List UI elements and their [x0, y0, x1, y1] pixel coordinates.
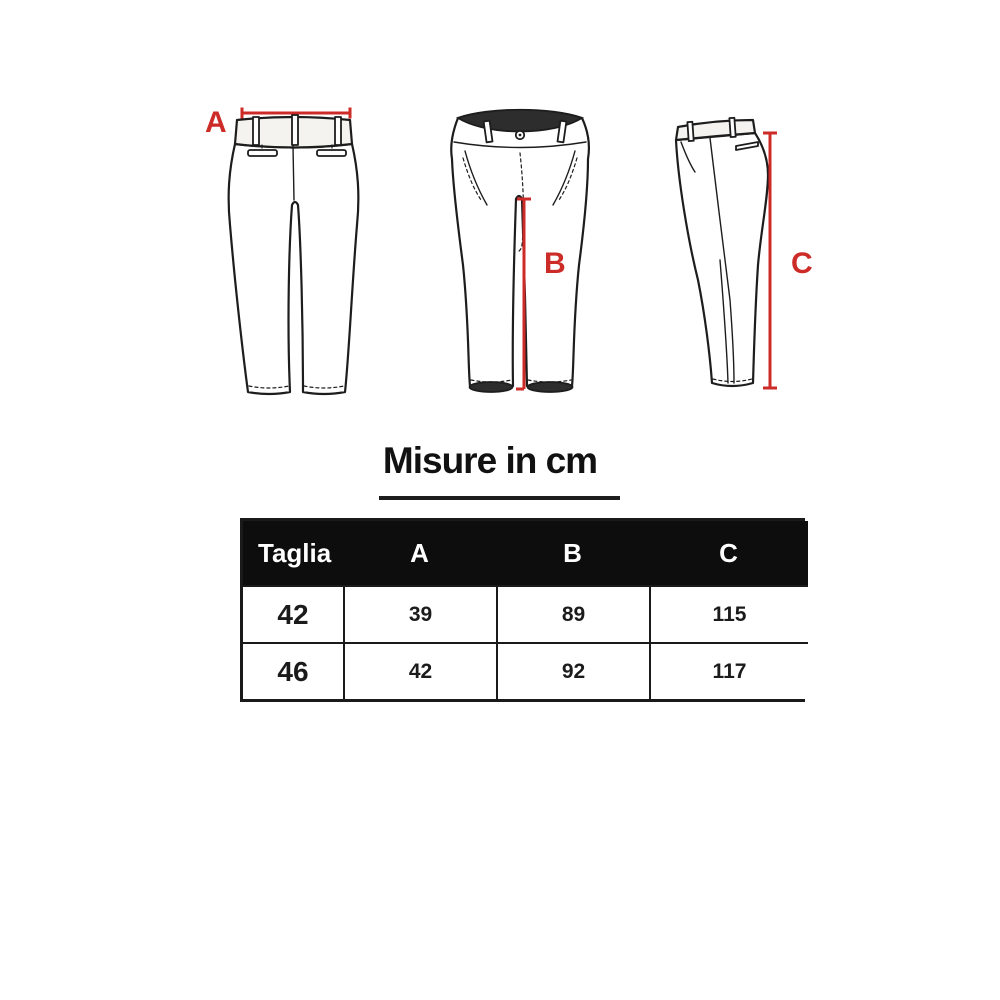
table-cell-size: 46 [243, 642, 343, 699]
table-cell-size: 42 [243, 585, 343, 642]
table-cell-b: 89 [496, 585, 649, 642]
table-cell-a: 42 [343, 642, 496, 699]
size-table [240, 518, 805, 702]
belt-loop [292, 115, 298, 145]
pants-back-view-illustration [203, 95, 363, 410]
size-table-header-taglia: Taglia [243, 521, 343, 585]
size-table-header-c: C [649, 521, 808, 585]
table-cell-a: 39 [343, 585, 496, 642]
back-pocket [248, 150, 277, 156]
size-table-header-b: B [496, 521, 649, 585]
measurement-label-b: B [544, 247, 566, 280]
waist-button-hole [519, 134, 522, 137]
belt-loop [687, 122, 693, 141]
title-underline [379, 496, 620, 500]
belt-loop [335, 117, 341, 145]
table-cell-c: 115 [649, 585, 808, 642]
belt-loop [253, 117, 259, 145]
pants-side-body [676, 133, 768, 386]
measurement-label-a: A [205, 106, 227, 139]
hem-opening [470, 382, 513, 392]
hem-opening [528, 382, 573, 392]
table-cell-b: 92 [496, 642, 649, 699]
table-cell-c: 117 [649, 642, 808, 699]
size-table-header-a: A [343, 521, 496, 585]
pants-front-view-illustration [440, 95, 610, 410]
pants-side-view-illustration [660, 100, 820, 400]
belt-loop [729, 118, 735, 137]
back-pocket [317, 150, 346, 156]
measurement-label-c: C [791, 247, 813, 280]
center-back-seam [293, 146, 294, 200]
page-title: Misure in cm [382, 440, 598, 481]
